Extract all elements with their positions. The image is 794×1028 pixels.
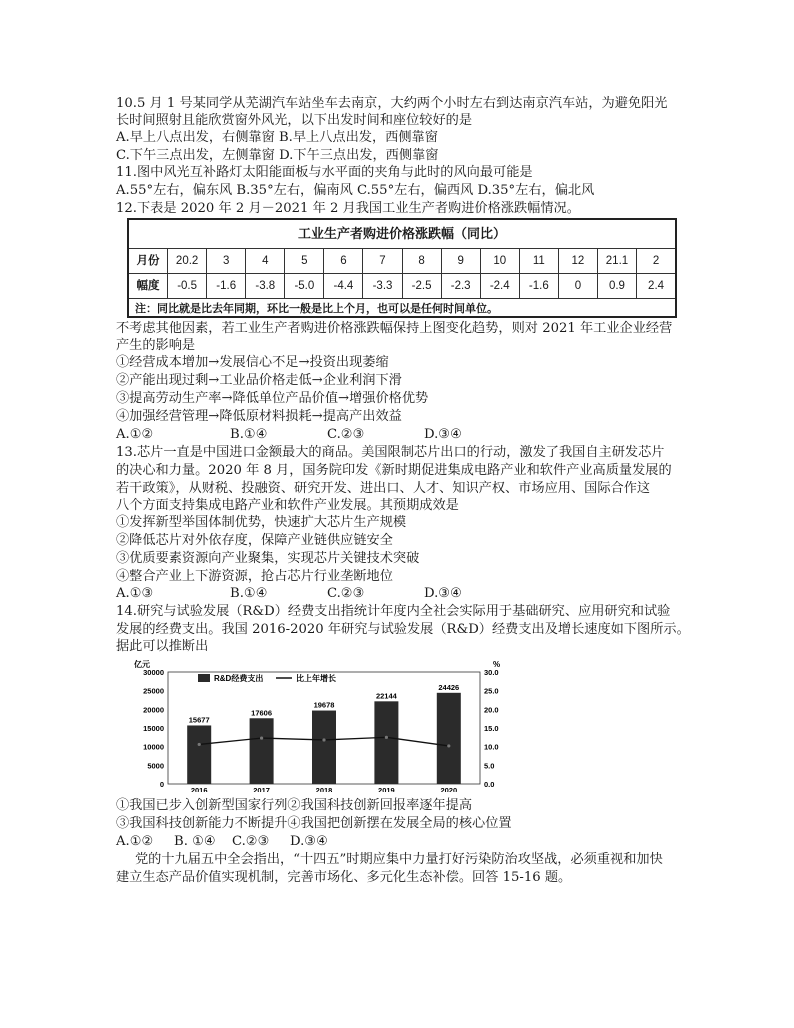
- bar-value-label: 19678: [313, 700, 335, 710]
- bar-value-label: 24426: [438, 682, 460, 692]
- table-cell: 21.1: [598, 249, 637, 273]
- q12-option-b: B.①④: [230, 427, 268, 442]
- y-left-tick-label: 30000: [143, 668, 164, 677]
- q12-question-line1: 不考虑其他因素，若工业生产者购进价格涨跌幅保持上图变化趋势，则对 2021 年工业企业经营: [116, 321, 673, 336]
- growth-point: [260, 736, 263, 739]
- y-right-tick-label: 25.0: [484, 686, 499, 696]
- legend-line-label: 比上年增长: [296, 674, 336, 683]
- q14-line3: 据此可以推断出: [116, 639, 209, 654]
- q13-line2: 的决心和力量。2020 年 8 月，国务院印发《新时期促进集成电路产业和软件产业高质量发展的: [116, 463, 672, 478]
- rd-expenditure-chart: [116, 658, 516, 792]
- q10-options-ab: A.早上八点出发，右侧靠窗 B.早上八点出发，西侧靠窗: [116, 130, 438, 145]
- q14-option-c: C.②③: [232, 834, 270, 849]
- q12-item-4: ④加强经营管理→降低原材料损耗→提高产出效益: [116, 409, 402, 424]
- table-cell: 20.2: [168, 249, 207, 273]
- x-tick-label: 2020: [440, 786, 458, 792]
- q14-options: [116, 833, 328, 850]
- q11-options: A.55°左右，偏东风 B.35°左右，偏南风 C.55°左右，偏西风 D.35°左右，偏北风: [116, 183, 595, 198]
- q12-option-d: D.③④: [424, 427, 462, 442]
- q14-items-34: ③我国科技创新能力不断提升④我国把创新摆在发展全局的核心位置: [116, 816, 512, 831]
- table-cell: -2.5: [403, 274, 442, 298]
- table-cell: -2.3: [442, 274, 481, 298]
- q13-options: [116, 585, 462, 602]
- table-row-range: [129, 274, 675, 299]
- y-left-tick-label: 0: [159, 780, 164, 789]
- q14-option-a: A.①②: [116, 834, 154, 849]
- growth-point: [447, 744, 450, 747]
- q12-item-1: ①经营成本增加→发展信心不足→投资出现萎缩: [116, 355, 389, 370]
- table-cell: 12: [559, 249, 598, 273]
- table-cell: 5: [285, 249, 324, 273]
- y-left-unit-label: 亿元: [134, 660, 150, 669]
- q10-stem-line1: 10.5 月 1 号某同学从芜湖汽车站坐车去南京，大约两个小时左右到达南京汽车站，为避免阳光: [116, 96, 668, 111]
- table-cell: 9: [442, 249, 481, 273]
- q13-line3: 若干政策》，从财税、投融资、研究开发、进出口、人才、知识产权、市场应用、国际合作这: [116, 481, 651, 496]
- y-right-tick-label: 15.0: [484, 724, 499, 733]
- q12-question-line2: 产生的影响是: [116, 338, 196, 353]
- intro-line1: 党的十九届五中全会指出，“十四五”时期应集中力量打好污染防治攻坚战，必须重视和加快: [135, 852, 663, 867]
- table-row-month: [129, 249, 675, 274]
- q14-items-12: ①我国已步入创新型国家行列②我国科技创新回报率逐年提高: [116, 798, 473, 813]
- y-left-tick-label: 20000: [143, 705, 164, 715]
- table-cell: -1.6: [520, 274, 559, 298]
- q10-options-cd: C.下午三点出发，左侧靠窗 D.下午三点出发，西侧靠窗: [116, 148, 439, 163]
- table-cell: -3.3: [363, 274, 402, 298]
- table-cell: 3: [207, 249, 246, 273]
- q12-option-c: C.②③: [327, 427, 365, 442]
- growth-point: [385, 736, 388, 739]
- bar-value-label: 17606: [251, 708, 273, 718]
- y-left-tick-label: 25000: [143, 686, 164, 696]
- y-left-tick-label: 5000: [147, 761, 164, 771]
- table-cell: 0: [559, 274, 598, 298]
- x-tick-label: 2017: [253, 786, 270, 792]
- y-right-tick-label: 0.0: [484, 780, 495, 789]
- intro-line2: 建立生态产品价值实现机制，完善市场化、多元化生态补偿。回答 15-16 题。: [116, 870, 572, 885]
- q11-stem: 11.图中风光互补路灯太阳能面板与水平面的夹角与此时的风向最可能是: [116, 165, 533, 180]
- table-cell: 6: [324, 249, 363, 273]
- q14-line1: 14.研究与试验发展（R&D）经费支出指统计年度内全社会实际用于基础研究、应用研究和试验: [116, 604, 671, 619]
- table-cell: -1.6: [207, 274, 246, 298]
- price-change-table: [127, 218, 677, 318]
- bar: [187, 725, 211, 784]
- table-cell: 2.4: [648, 280, 665, 292]
- q14-option-b: B. ①④: [174, 834, 216, 849]
- q14-line2: 发展的经费支出。我国 2016-2020 年研究与试验发展（R&D）经费支出及增长速度如下图所示。: [116, 622, 690, 637]
- q10-stem-line2: 长时间照射且能欣赏窗外风光，以下出发时间和座位较好的是: [116, 113, 473, 128]
- table-cell: 11: [520, 249, 559, 273]
- table-cell: -0.5: [168, 274, 207, 298]
- q12-item-3: ③提高劳动生产率→降低单位产品价值→增强价格优势: [116, 391, 429, 406]
- x-tick-label: 2018: [315, 786, 333, 792]
- table-note: 注：同比就是比去年同期，环比一般是比上个月，也可以是任何时间单位。: [135, 303, 498, 315]
- table-cell: -5.0: [285, 274, 324, 298]
- x-tick-label: 2019: [378, 786, 395, 792]
- bar: [250, 718, 274, 784]
- q13-option-c: C.②③: [327, 586, 365, 601]
- q13-item-3: ③优质要素资源向产业聚集，实现芯片关键技术突破: [116, 551, 420, 566]
- table-cell: 2: [652, 255, 660, 267]
- table-cell: -4.4: [324, 274, 363, 298]
- y-left-tick-label: 10000: [143, 742, 164, 752]
- q13-item-4: ④整合产业上下游资源，抢占芯片行业垄断地位: [116, 569, 393, 584]
- table-cell: 10: [481, 249, 520, 273]
- y-left-tick-label: 15000: [143, 724, 164, 733]
- q13-item-2: ②降低芯片对外依存度，保障产业链供应链安全: [116, 533, 393, 548]
- q13-line1: 13.芯片一直是中国进口金额最大的商品。美国限制芯片出口的行动，激发了我国自主研发芯片: [116, 445, 665, 460]
- table-cell: 8: [403, 249, 442, 273]
- table-cell: -2.4: [481, 274, 520, 298]
- table-header-month: 月份: [129, 249, 168, 273]
- y-right-tick-label: 5.0: [484, 761, 495, 771]
- bar: [437, 693, 461, 784]
- q13-option-a: A.①③: [116, 586, 154, 601]
- y-right-unit-label: %: [493, 660, 501, 669]
- q12-options: [116, 426, 462, 443]
- table-header-range: 幅度: [129, 274, 168, 298]
- q12-item-2: ②产能出现过剩→工业品价格走低→企业利润下滑: [116, 373, 402, 388]
- q14-option-d: D.③④: [290, 834, 328, 849]
- y-right-tick-label: 20.0: [484, 705, 499, 715]
- x-tick-label: 2016: [190, 786, 208, 792]
- bar-value-label: 15677: [188, 715, 210, 725]
- q12-option-a: A.①②: [116, 427, 154, 442]
- legend-bar-label: R&D经费支出: [214, 674, 264, 683]
- bar-value-label: 22144: [375, 691, 397, 701]
- q13-option-d: D.③④: [424, 586, 462, 601]
- y-right-tick-label: 30.0: [484, 668, 499, 677]
- bar: [312, 711, 336, 784]
- y-right-tick-label: 10.0: [484, 742, 499, 752]
- table-title: 工业生产者购进价格涨跌幅（同比）: [129, 220, 675, 249]
- q13-option-b: B.①④: [230, 586, 268, 601]
- growth-point: [322, 738, 325, 741]
- table-cell: 7: [363, 249, 402, 273]
- table-cell: 4: [246, 249, 285, 273]
- legend-bar-swatch: [198, 674, 210, 682]
- table-cell: -3.8: [246, 274, 285, 298]
- table-cell: 0.9: [598, 274, 637, 298]
- growth-point: [198, 743, 201, 746]
- q12-stem: 12.下表是 2020 年 2 月－2021 年 2 月我国工业生产者购进价格涨跌幅情况。: [116, 201, 580, 216]
- q13-line4: 八个方面支持集成电路产业和软件产业发展。其预期成效是: [116, 498, 459, 513]
- bar: [374, 701, 398, 784]
- q13-item-1: ①发挥新型举国体制优势，快速扩大芯片生产规模: [116, 515, 407, 530]
